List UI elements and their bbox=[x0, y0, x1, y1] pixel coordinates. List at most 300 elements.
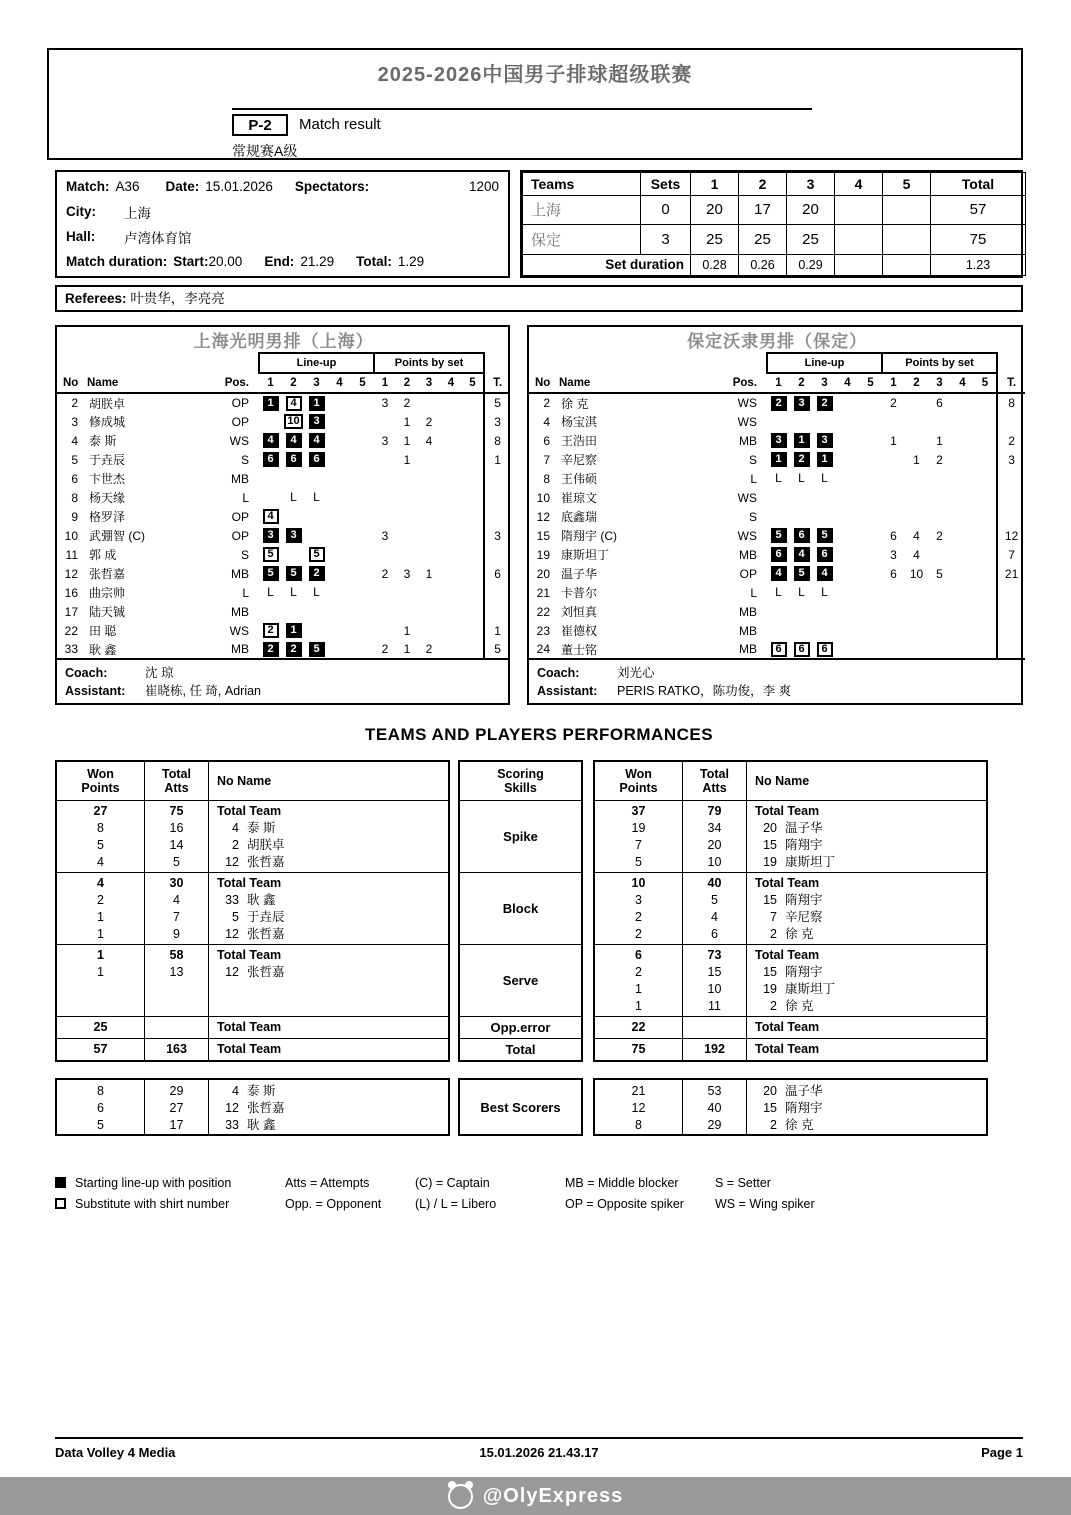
lineup-set4 bbox=[840, 642, 856, 657]
points-set1: 3 bbox=[381, 528, 389, 543]
player-row bbox=[529, 488, 1025, 507]
player-name: 底鑫瑞 bbox=[561, 510, 598, 524]
points-set2: 1 bbox=[403, 452, 411, 467]
lineup-set1: 3 bbox=[263, 528, 279, 543]
legend-row-1: Starting line-up with position Atts = Attempts (C) = Captain MB = Middle blocker S = Setter bbox=[55, 1172, 1023, 1193]
lineup-set1: 2 bbox=[263, 642, 279, 657]
player-position: L bbox=[750, 585, 757, 600]
lineup-set3: L bbox=[821, 471, 828, 486]
points-set5 bbox=[462, 640, 484, 659]
assistant-names: 崔晓栋, 任 琦, Adrian bbox=[145, 684, 261, 698]
points-total bbox=[997, 583, 1025, 602]
points-set5 bbox=[462, 393, 484, 412]
points-set4 bbox=[951, 431, 974, 450]
points-set5 bbox=[462, 583, 484, 602]
points-total: 1 bbox=[484, 450, 510, 469]
lineup-set4 bbox=[840, 452, 856, 467]
spike-stats-left: 27 8 5 4 75 16 14 5 Total Team 4 泰 斯 2 胡朕卓 12 张哲嘉 bbox=[57, 800, 448, 872]
points-set4 bbox=[951, 488, 974, 507]
player-name: 耿 鑫 bbox=[89, 642, 117, 657]
col-total: Total bbox=[931, 173, 1026, 196]
lineup-set3: L bbox=[313, 490, 320, 505]
lineup-set1: L bbox=[267, 585, 274, 600]
lineup-set3 bbox=[309, 604, 325, 619]
lineup-set5 bbox=[863, 471, 879, 486]
points-total: 3 bbox=[484, 412, 510, 431]
player-number: 11 bbox=[65, 547, 78, 562]
lineup-set1: 2 bbox=[771, 396, 787, 411]
points-set2 bbox=[905, 431, 928, 450]
points-set2: 1 bbox=[403, 623, 411, 638]
points-set3 bbox=[928, 640, 951, 659]
lineup-set2 bbox=[286, 509, 302, 524]
points-set3 bbox=[418, 507, 440, 526]
serve-stats-right: 6 2 1 1 73 15 10 11 Total Team 15 隋翔宇 19 康斯坦丁 2 徐 克 bbox=[595, 944, 986, 1016]
player-position: L bbox=[242, 490, 249, 505]
away-team-name: 保定 bbox=[523, 225, 641, 254]
lineup-set4 bbox=[332, 509, 348, 524]
lineup-set5 bbox=[863, 509, 879, 524]
player-name: 杨天缘 bbox=[89, 491, 126, 505]
assistant-row: Assistant: 崔晓栋, 任 琦, Adrian bbox=[65, 684, 261, 698]
player-position: MB bbox=[231, 604, 249, 619]
points-set5 bbox=[462, 431, 484, 450]
lineup-set2 bbox=[286, 604, 302, 619]
lineup-set3: 3 bbox=[309, 414, 325, 429]
player-row bbox=[529, 450, 1025, 469]
lineup-set4 bbox=[840, 433, 856, 448]
points-set3: 2 bbox=[425, 642, 433, 656]
away-sets: 3 bbox=[641, 225, 691, 254]
lineup-set2 bbox=[794, 604, 810, 619]
player-number: 10 bbox=[536, 490, 550, 505]
points-set3 bbox=[418, 583, 440, 602]
lineup-set3: 2 bbox=[309, 566, 325, 581]
points-total bbox=[484, 602, 510, 621]
lineup-set2: 4 bbox=[286, 433, 302, 448]
lineup-set3: 2 bbox=[817, 396, 833, 411]
lineup-set4 bbox=[840, 414, 856, 429]
block-stats-left: 4 2 1 1 30 4 7 9 Total Team 33 耿 鑫 5 于垚辰 12 张哲嘉 bbox=[57, 872, 448, 944]
points-set3: 6 bbox=[936, 396, 943, 410]
lineup-set3: 6 bbox=[817, 642, 833, 657]
player-row bbox=[57, 393, 510, 412]
points-set3 bbox=[418, 393, 440, 412]
match-info-row-1 bbox=[57, 174, 508, 199]
player-number: 22 bbox=[64, 623, 78, 638]
points-set1: 6 bbox=[890, 528, 897, 543]
home-set1: 20 bbox=[691, 195, 739, 224]
player-number: 23 bbox=[536, 623, 550, 638]
player-row bbox=[57, 507, 510, 526]
points-set1: 6 bbox=[890, 566, 897, 581]
lineup-set4 bbox=[840, 585, 856, 600]
lineup-set4 bbox=[840, 623, 856, 638]
player-name: 董士铭 bbox=[561, 642, 598, 657]
points-set2: 10 bbox=[909, 566, 924, 581]
player-position: WS bbox=[737, 414, 757, 429]
home-set3: 20 bbox=[787, 195, 835, 224]
lineup-set4 bbox=[332, 604, 348, 619]
coach-name: 沈 琼 bbox=[145, 666, 174, 680]
player-row bbox=[57, 545, 510, 564]
lineup-set3: L bbox=[313, 585, 320, 600]
points-total: 3 bbox=[997, 450, 1025, 469]
points-set1 bbox=[882, 640, 905, 659]
lineup-set1: 6 bbox=[771, 642, 787, 657]
col-set2: 2 bbox=[739, 173, 787, 196]
duration-total: 1.23 bbox=[931, 254, 1026, 275]
player-name: 曲宗帅 bbox=[89, 586, 126, 600]
lineup-set4 bbox=[332, 471, 348, 486]
player-position: MB bbox=[739, 623, 757, 638]
home-sets: 0 bbox=[641, 195, 691, 224]
team-left-group-header bbox=[57, 353, 510, 373]
col-set4: 4 bbox=[835, 173, 883, 196]
watermark-text: @OlyExpress bbox=[482, 1484, 624, 1507]
results-row-away bbox=[523, 225, 1026, 254]
lineup-set2: 2 bbox=[794, 452, 810, 467]
lineup-set2 bbox=[286, 471, 302, 486]
results-header-row bbox=[523, 173, 1026, 196]
olyexpress-logo-icon bbox=[448, 1484, 473, 1509]
coach-row: Coach: 沈 琼 bbox=[57, 659, 510, 681]
total-label: Total: bbox=[356, 254, 392, 269]
points-set4 bbox=[951, 526, 974, 545]
lineup-set5 bbox=[863, 452, 879, 467]
player-position: MB bbox=[739, 547, 757, 562]
player-number: 15 bbox=[536, 528, 550, 543]
lineup-set4 bbox=[332, 396, 348, 411]
match-label: Match: bbox=[66, 179, 110, 194]
points-total: 21 bbox=[997, 564, 1025, 583]
points-set5 bbox=[974, 640, 997, 659]
points-set1: 3 bbox=[381, 433, 389, 448]
spectators-value: 1200 bbox=[468, 179, 499, 194]
points-set5 bbox=[462, 602, 484, 621]
points-set4 bbox=[440, 545, 462, 564]
lineup-set2: 4 bbox=[286, 396, 302, 411]
points-set4 bbox=[951, 469, 974, 488]
lineup-set2: L bbox=[798, 585, 805, 600]
player-name: 泰 斯 bbox=[89, 434, 117, 448]
points-set1: 2 bbox=[381, 566, 389, 581]
player-row bbox=[57, 583, 510, 602]
player-row bbox=[529, 564, 1025, 583]
lineup-set1: 6 bbox=[771, 547, 787, 562]
lineup-set3: 6 bbox=[309, 452, 325, 467]
lineup-set4 bbox=[332, 528, 348, 543]
points-total bbox=[997, 469, 1025, 488]
col-set5: 5 bbox=[883, 173, 931, 196]
player-position: WS bbox=[229, 623, 249, 638]
lineup-set1 bbox=[263, 490, 279, 505]
lineup-set4 bbox=[332, 642, 348, 657]
points-set4 bbox=[440, 393, 462, 412]
player-row bbox=[57, 526, 510, 545]
lineup-set5 bbox=[863, 642, 879, 657]
lineup-set2: 6 bbox=[286, 452, 302, 467]
footer-timestamp: 15.01.2026 21.43.17 bbox=[479, 1445, 599, 1460]
lineup-set2: L bbox=[290, 585, 297, 600]
city-label: City: bbox=[66, 204, 96, 219]
points-total bbox=[997, 412, 1025, 431]
player-row bbox=[57, 564, 510, 583]
points-set1 bbox=[374, 469, 396, 488]
points-set4 bbox=[440, 412, 462, 431]
lineup-group-header: Line-up bbox=[767, 353, 882, 373]
lineup-set3: 5 bbox=[309, 642, 325, 657]
lineup-set3 bbox=[817, 414, 833, 429]
player-name: 隋翔宇 (C) bbox=[561, 529, 617, 543]
player-position: MB bbox=[231, 471, 249, 486]
points-set1 bbox=[374, 507, 396, 526]
duration-set3: 0.29 bbox=[787, 254, 835, 275]
total-value: 1.29 bbox=[397, 254, 425, 269]
lineup-set5 bbox=[355, 547, 371, 562]
home-set4 bbox=[835, 195, 883, 224]
team-right-performance bbox=[593, 760, 988, 1062]
points-total: 2 bbox=[997, 431, 1025, 450]
opp-error-stats-left: 25 Total Team bbox=[57, 1016, 448, 1038]
player-row bbox=[57, 640, 510, 659]
opp-error-stats-right: 22 Total Team bbox=[595, 1016, 986, 1038]
skill-block-label: Block bbox=[460, 872, 581, 944]
points-set3 bbox=[418, 526, 440, 545]
lineup-set4 bbox=[332, 623, 348, 638]
hall-value: 卢湾体育馆 bbox=[124, 230, 192, 246]
player-name: 温子华 bbox=[561, 567, 598, 581]
duration-label: Match duration: bbox=[66, 254, 168, 269]
lineup-set1 bbox=[263, 414, 279, 429]
player-name: 卡普尔 bbox=[561, 586, 598, 600]
lineup-set5 bbox=[863, 414, 879, 429]
lineup-set1: 4 bbox=[771, 566, 787, 581]
coach-name: 刘光心 bbox=[617, 666, 655, 680]
referees-names: 叶贵华，李亮亮 bbox=[130, 291, 225, 306]
player-name: 崔德权 bbox=[561, 624, 598, 638]
lineup-set4 bbox=[840, 547, 856, 562]
lineup-set5 bbox=[863, 585, 879, 600]
player-number: 8 bbox=[543, 471, 550, 486]
player-row bbox=[529, 640, 1025, 659]
player-name: 郭 成 bbox=[89, 548, 117, 562]
scoring-skills-column bbox=[458, 760, 583, 1062]
lineup-set4 bbox=[332, 490, 348, 505]
player-name: 陆天铖 bbox=[89, 605, 126, 619]
points-set3: 5 bbox=[936, 566, 943, 581]
points-set4 bbox=[440, 583, 462, 602]
points-set2 bbox=[396, 602, 418, 621]
skill-total-label: Total bbox=[460, 1038, 581, 1060]
points-set3 bbox=[418, 488, 440, 507]
player-number: 12 bbox=[64, 566, 78, 581]
points-set2 bbox=[396, 583, 418, 602]
points-total bbox=[997, 640, 1025, 659]
team-left-sheet bbox=[55, 325, 510, 705]
lineup-set1 bbox=[771, 509, 787, 524]
lineup-set1: 5 bbox=[771, 528, 787, 543]
duration-set4 bbox=[835, 254, 883, 275]
points-set4 bbox=[440, 488, 462, 507]
points-set3 bbox=[928, 488, 951, 507]
lineup-set1 bbox=[263, 471, 279, 486]
points-set1 bbox=[374, 412, 396, 431]
points-set3: 1 bbox=[425, 566, 433, 581]
lineup-set5 bbox=[355, 471, 371, 486]
match-info-box bbox=[55, 170, 510, 278]
coach-row: Coach: 刘光心 bbox=[529, 659, 1025, 681]
points-set5 bbox=[462, 564, 484, 583]
points-set4 bbox=[951, 621, 974, 640]
player-position: S bbox=[240, 452, 249, 467]
points-set5 bbox=[974, 450, 997, 469]
team-right-column-header: No Name Pos. 1 2 3 4 5 1 2 3 4 5 T. bbox=[529, 373, 1025, 393]
report-name: Match result bbox=[299, 116, 381, 133]
points-set1 bbox=[374, 621, 396, 640]
points-set5 bbox=[974, 564, 997, 583]
lineup-set2: 2 bbox=[286, 642, 302, 657]
lineup-group-header: Line-up bbox=[259, 353, 374, 373]
lineup-set4 bbox=[840, 566, 856, 581]
start-value: 20.00 bbox=[208, 254, 243, 269]
points-total bbox=[484, 488, 510, 507]
points-set5 bbox=[462, 621, 484, 640]
lineup-set4 bbox=[332, 547, 348, 562]
lineup-set1: L bbox=[775, 471, 782, 486]
lineup-set1: 4 bbox=[263, 433, 279, 448]
player-number: 4 bbox=[543, 414, 550, 429]
player-number: 33 bbox=[64, 642, 78, 656]
lineup-set5 bbox=[355, 623, 371, 638]
report-header bbox=[47, 48, 1023, 160]
player-name: 王伟硕 bbox=[561, 472, 598, 486]
footer-app-name: Data Volley 4 Media bbox=[55, 1445, 176, 1460]
report-code-badge: P-2 bbox=[232, 114, 288, 136]
lineup-set3 bbox=[817, 623, 833, 638]
points-set4 bbox=[951, 507, 974, 526]
lineup-set2: 5 bbox=[794, 566, 810, 581]
points-set4 bbox=[951, 602, 974, 621]
lineup-set4 bbox=[840, 528, 856, 543]
player-name: 卞世杰 bbox=[89, 472, 126, 486]
lineup-set3: 4 bbox=[309, 433, 325, 448]
points-set4 bbox=[951, 545, 974, 564]
points-set2 bbox=[396, 545, 418, 564]
points-set2 bbox=[396, 488, 418, 507]
player-name: 辛尼察 bbox=[561, 453, 598, 467]
lineup-set3 bbox=[309, 623, 325, 638]
player-number: 22 bbox=[536, 604, 550, 619]
lineup-set5 bbox=[355, 509, 371, 524]
points-total: 5 bbox=[484, 640, 510, 659]
points-set1 bbox=[882, 583, 905, 602]
points-set3: 2 bbox=[425, 414, 433, 429]
lineup-set1: L bbox=[775, 585, 782, 600]
league-phase: 常规赛A级 bbox=[232, 143, 298, 159]
player-name: 格罗泽 bbox=[89, 510, 126, 524]
points-set5 bbox=[462, 488, 484, 507]
player-position: S bbox=[240, 547, 249, 562]
points-set3 bbox=[928, 602, 951, 621]
lineup-set4 bbox=[332, 566, 348, 581]
points-set2: 3 bbox=[403, 566, 411, 581]
points-set2: 2 bbox=[403, 396, 411, 410]
points-total: 3 bbox=[484, 526, 510, 545]
player-row bbox=[57, 412, 510, 431]
performances-title: TEAMS AND PLAYERS PERFORMANCES bbox=[364, 725, 714, 744]
player-number: 12 bbox=[536, 509, 550, 524]
points-set3 bbox=[418, 469, 440, 488]
lineup-set5 bbox=[355, 414, 371, 429]
lineup-set5 bbox=[355, 452, 371, 467]
player-row bbox=[57, 621, 510, 640]
player-position: OP bbox=[231, 509, 249, 524]
lineup-set1: 5 bbox=[263, 566, 279, 581]
player-position: MB bbox=[739, 433, 757, 448]
points-set3 bbox=[928, 545, 951, 564]
points-total bbox=[997, 507, 1025, 526]
lineup-set5 bbox=[355, 642, 371, 657]
lineup-set3: 6 bbox=[817, 547, 833, 562]
points-set3 bbox=[418, 602, 440, 621]
lineup-set5 bbox=[863, 566, 879, 581]
points-set1 bbox=[882, 412, 905, 431]
player-name: 刘恒真 bbox=[561, 605, 598, 619]
points-set1 bbox=[374, 583, 396, 602]
player-number: 10 bbox=[64, 528, 78, 543]
points-set5 bbox=[974, 583, 997, 602]
player-number: 9 bbox=[71, 509, 78, 524]
city-value: 上海 bbox=[124, 205, 151, 221]
player-number: 5 bbox=[71, 452, 78, 467]
serve-stats-left: 1 1 58 13 Total Team 12 张哲嘉 bbox=[57, 944, 448, 1016]
points-set5 bbox=[974, 602, 997, 621]
away-set1: 25 bbox=[691, 225, 739, 254]
points-set5 bbox=[974, 431, 997, 450]
points-set2: 1 bbox=[403, 414, 411, 429]
points-set1 bbox=[374, 450, 396, 469]
duration-set2: 0.26 bbox=[739, 254, 787, 275]
lineup-set1: 1 bbox=[263, 396, 279, 411]
col-set1: 1 bbox=[691, 173, 739, 196]
player-number: 3 bbox=[71, 414, 78, 429]
lineup-set5 bbox=[863, 604, 879, 619]
lineup-set3: 3 bbox=[817, 433, 833, 448]
lineup-set2 bbox=[794, 623, 810, 638]
lineup-set4 bbox=[840, 490, 856, 505]
points-set5 bbox=[462, 507, 484, 526]
points-set2 bbox=[905, 469, 928, 488]
points-set2: 1 bbox=[403, 642, 411, 656]
set-duration-row bbox=[523, 254, 1026, 275]
lineup-set5 bbox=[863, 490, 879, 505]
points-total bbox=[484, 583, 510, 602]
points-set2 bbox=[905, 583, 928, 602]
lineup-set5 bbox=[863, 528, 879, 543]
points-set1: 1 bbox=[890, 433, 897, 448]
lineup-set1: 3 bbox=[771, 433, 787, 448]
team-right-group-header bbox=[529, 353, 1025, 373]
points-set5 bbox=[974, 507, 997, 526]
footer-page-number: Page 1 bbox=[981, 1445, 1024, 1460]
points-set5 bbox=[462, 469, 484, 488]
lineup-set3: 5 bbox=[817, 528, 833, 543]
player-name: 胡朕卓 bbox=[89, 396, 126, 411]
lineup-set4 bbox=[840, 471, 856, 486]
player-row bbox=[529, 507, 1025, 526]
points-set2 bbox=[396, 526, 418, 545]
